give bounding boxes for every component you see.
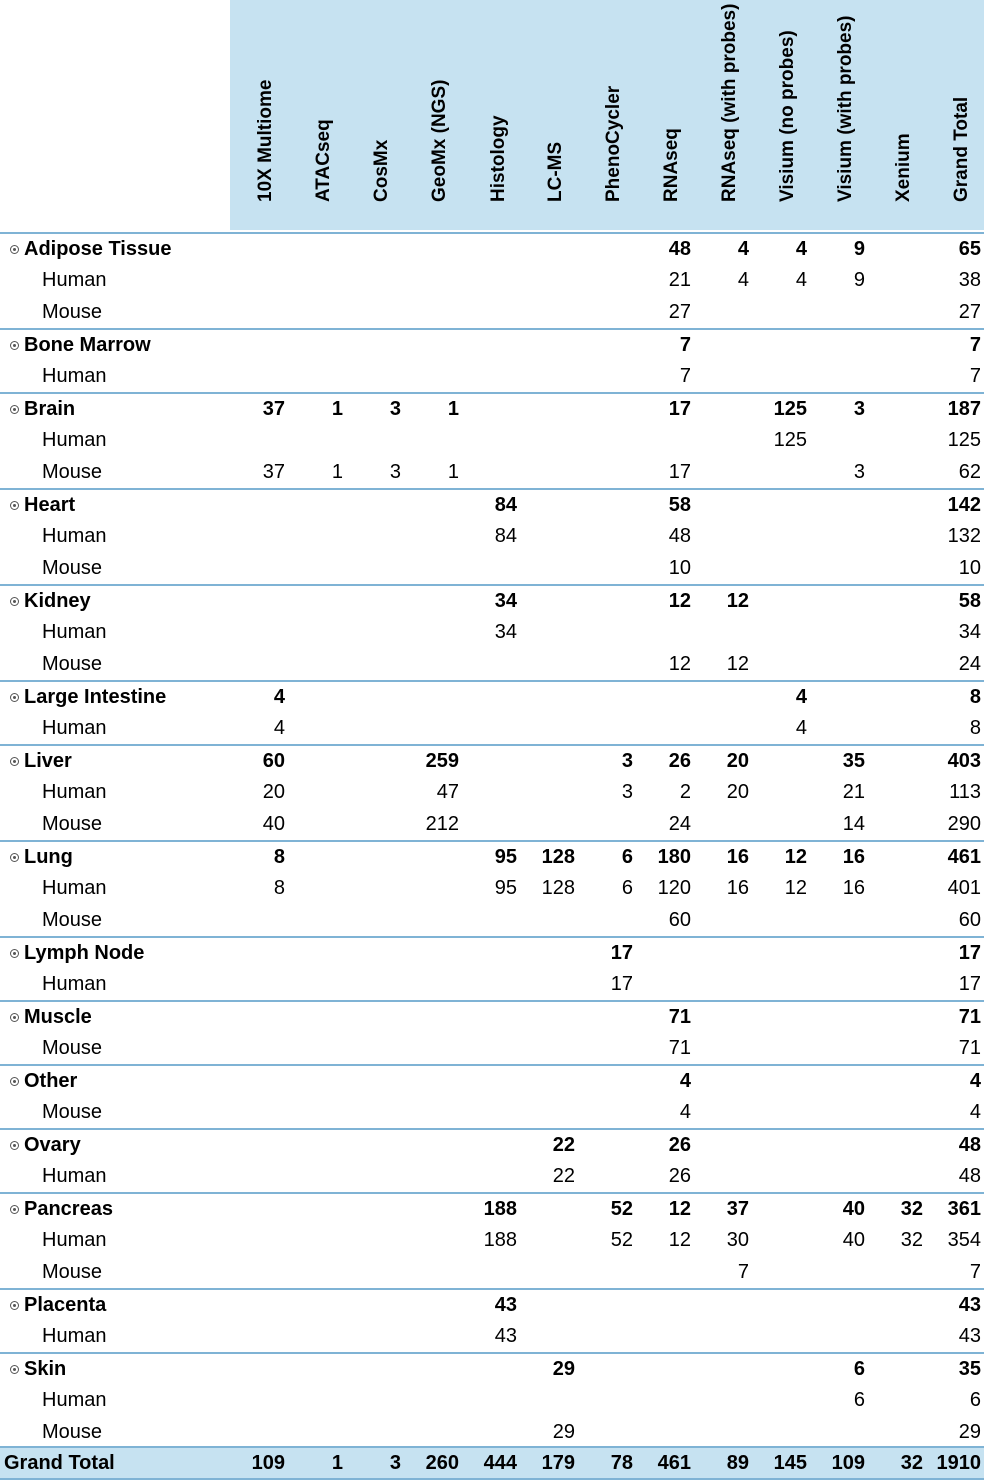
value-cell: 20	[726, 781, 749, 803]
value-cell: 35	[842, 750, 865, 772]
value-cell: 120	[657, 877, 691, 899]
value-cell: 7	[969, 365, 981, 387]
species-row[interactable]	[0, 1096, 984, 1128]
expand-collapse-icon[interactable]	[10, 501, 19, 510]
value-cell: 16	[842, 846, 865, 868]
value-cell: 403	[947, 750, 981, 772]
species-label: Mouse	[42, 461, 103, 483]
value-cell: 3	[621, 781, 633, 803]
group-row[interactable]	[0, 1064, 984, 1096]
value-cell: 259	[425, 750, 459, 772]
group-label: Adipose Tissue	[24, 238, 172, 260]
value-cell: 24	[958, 653, 981, 675]
expand-collapse-icon[interactable]	[10, 341, 19, 350]
value-cell: 3	[389, 461, 401, 483]
species-row[interactable]	[0, 520, 984, 552]
value-cell: 1	[447, 461, 459, 483]
value-cell: 8	[273, 877, 285, 899]
value-cell: 109	[251, 1452, 285, 1474]
species-label: Mouse	[42, 557, 103, 579]
value-cell: 125	[773, 429, 807, 451]
expand-collapse-icon[interactable]	[10, 757, 19, 766]
species-label: Human	[42, 717, 107, 739]
column-header[interactable]	[304, 0, 344, 230]
value-cell: 187	[947, 398, 981, 420]
group-label: Bone Marrow	[24, 334, 151, 356]
group-label: Kidney	[24, 590, 91, 612]
value-cell: 125	[773, 398, 807, 420]
column-header[interactable]	[246, 0, 286, 230]
group-row[interactable]	[0, 1128, 984, 1160]
value-cell: 89	[726, 1452, 749, 1474]
value-cell: 24	[668, 813, 691, 835]
expand-collapse-icon[interactable]	[10, 853, 19, 862]
value-cell: 4	[737, 238, 749, 260]
value-cell: 71	[668, 1037, 691, 1059]
species-row[interactable]	[0, 808, 984, 840]
value-cell: 7	[969, 1261, 981, 1283]
species-row[interactable]	[0, 1160, 984, 1192]
species-row[interactable]	[0, 1224, 984, 1256]
value-cell: 30	[726, 1229, 749, 1251]
species-label: Human	[42, 1389, 107, 1411]
species-row[interactable]	[0, 296, 984, 328]
value-cell: 84	[494, 494, 517, 516]
column-header-label: GeoMx (NGS)	[429, 79, 450, 202]
species-label: Human	[42, 781, 107, 803]
species-row[interactable]	[0, 648, 984, 680]
group-row[interactable]	[0, 744, 984, 776]
species-row[interactable]	[0, 904, 984, 936]
species-label: Human	[42, 365, 107, 387]
value-cell: 60	[668, 909, 691, 931]
expand-collapse-icon[interactable]	[10, 245, 19, 254]
value-cell: 27	[958, 301, 981, 323]
value-cell: 43	[958, 1325, 981, 1347]
value-cell: 17	[610, 973, 633, 995]
value-cell: 17	[668, 461, 691, 483]
value-cell: 113	[949, 781, 981, 803]
value-cell: 12	[668, 653, 691, 675]
species-row[interactable]	[0, 1416, 984, 1448]
value-cell: 6	[853, 1389, 865, 1411]
grand-total-label: Grand Total	[4, 1452, 115, 1474]
species-row[interactable]	[0, 968, 984, 1000]
species-label: Human	[42, 973, 107, 995]
value-cell: 212	[425, 813, 459, 835]
value-cell: 290	[947, 813, 981, 835]
value-cell: 4	[679, 1101, 691, 1123]
value-cell: 40	[842, 1229, 865, 1251]
value-cell: 12	[784, 877, 807, 899]
group-label: Ovary	[24, 1134, 81, 1156]
value-cell: 17	[668, 398, 691, 420]
value-cell: 12	[668, 1198, 691, 1220]
column-header-label: ATACseq	[313, 119, 334, 202]
value-cell: 354	[947, 1229, 981, 1251]
value-cell: 95	[494, 846, 517, 868]
value-cell: 17	[610, 942, 633, 964]
column-header-label: CosMx	[371, 139, 392, 202]
expand-collapse-icon[interactable]	[10, 405, 19, 414]
value-cell: 34	[958, 621, 981, 643]
value-cell: 4	[795, 686, 807, 708]
species-label: Mouse	[42, 1261, 103, 1283]
expand-collapse-icon[interactable]	[10, 1301, 19, 1310]
species-row[interactable]	[0, 1384, 984, 1416]
value-cell: 1	[447, 398, 459, 420]
value-cell: 6	[621, 877, 633, 899]
value-cell: 188	[483, 1229, 517, 1251]
value-cell: 21	[842, 781, 865, 803]
column-header-label: Grand Total	[951, 96, 972, 202]
group-label: Skin	[24, 1358, 67, 1380]
value-cell: 16	[726, 846, 749, 868]
group-label: Heart	[24, 494, 76, 516]
value-cell: 43	[958, 1294, 981, 1316]
value-cell: 3	[853, 461, 865, 483]
value-cell: 37	[262, 398, 285, 420]
value-cell: 43	[494, 1294, 517, 1316]
value-cell: 58	[958, 590, 981, 612]
value-cell: 128	[541, 877, 575, 899]
column-header-label: 10X Multiome	[255, 79, 276, 202]
column-header[interactable]	[420, 0, 460, 230]
value-cell: 1	[331, 461, 343, 483]
group-row[interactable]	[0, 584, 984, 616]
species-label: Mouse	[42, 1421, 103, 1443]
group-row[interactable]	[0, 232, 984, 264]
group-row[interactable]	[0, 392, 984, 424]
species-label: Mouse	[42, 653, 103, 675]
value-cell: 9	[853, 238, 865, 260]
species-row[interactable]	[0, 1256, 984, 1288]
value-cell: 132	[947, 525, 981, 547]
column-header[interactable]	[536, 0, 576, 230]
value-cell: 34	[494, 590, 517, 612]
species-label: Human	[42, 429, 107, 451]
column-header[interactable]	[652, 0, 692, 230]
value-cell: 78	[610, 1452, 633, 1474]
value-cell: 4	[795, 269, 807, 291]
species-label: Human	[42, 1325, 107, 1347]
value-cell: 361	[947, 1198, 981, 1220]
species-label: Human	[42, 1229, 107, 1251]
value-cell: 401	[947, 877, 981, 899]
value-cell: 10	[668, 557, 691, 579]
value-cell: 16	[842, 877, 865, 899]
group-label: Liver	[24, 750, 72, 772]
group-row[interactable]	[0, 1288, 984, 1320]
value-cell: 3	[389, 398, 401, 420]
group-row[interactable]	[0, 680, 984, 712]
column-header-label: Visium (with probes)	[835, 15, 856, 202]
value-cell: 6	[853, 1358, 865, 1380]
column-header[interactable]	[362, 0, 402, 230]
group-row[interactable]	[0, 1192, 984, 1224]
expand-collapse-icon[interactable]	[10, 693, 19, 702]
value-cell: 27	[668, 301, 691, 323]
group-label: Muscle	[24, 1006, 92, 1028]
species-label: Mouse	[42, 909, 103, 931]
value-cell: 52	[610, 1198, 633, 1220]
value-cell: 29	[552, 1421, 575, 1443]
species-row[interactable]	[0, 1032, 984, 1064]
value-cell: 1	[331, 1452, 343, 1474]
value-cell: 26	[668, 1165, 691, 1187]
expand-collapse-icon[interactable]	[10, 1013, 19, 1022]
species-label: Mouse	[42, 301, 103, 323]
species-row[interactable]	[0, 264, 984, 296]
value-cell: 7	[679, 334, 691, 356]
value-cell: 7	[969, 334, 981, 356]
expand-collapse-icon[interactable]	[10, 949, 19, 958]
group-label: Lung	[24, 846, 73, 868]
value-cell: 3	[853, 398, 865, 420]
value-cell: 6	[621, 846, 633, 868]
value-cell: 461	[947, 846, 981, 868]
column-header-label: Xenium	[893, 133, 914, 202]
row-labels-header	[0, 0, 230, 230]
column-header-label: RNAseq (with probes)	[719, 3, 740, 202]
value-cell: 12	[668, 1229, 691, 1251]
group-row[interactable]	[0, 488, 984, 520]
value-cell: 260	[425, 1452, 459, 1474]
species-label: Human	[42, 877, 107, 899]
value-cell: 4	[969, 1101, 981, 1123]
column-header[interactable]	[479, 0, 519, 230]
value-cell: 65	[958, 238, 981, 260]
group-label: Brain	[24, 398, 76, 420]
value-cell: 4	[273, 717, 285, 739]
value-cell: 6	[969, 1389, 981, 1411]
value-cell: 4	[679, 1070, 691, 1092]
value-cell: 40	[842, 1198, 865, 1220]
value-cell: 48	[668, 238, 691, 260]
value-cell: 4	[273, 686, 285, 708]
value-cell: 22	[552, 1165, 575, 1187]
value-cell: 1910	[936, 1452, 981, 1474]
value-cell: 32	[900, 1198, 923, 1220]
value-cell: 4	[737, 269, 749, 291]
value-cell: 32	[900, 1452, 923, 1474]
value-cell: 38	[958, 269, 981, 291]
species-row[interactable]	[0, 456, 984, 488]
value-cell: 43	[494, 1325, 517, 1347]
group-label: Other	[24, 1070, 78, 1092]
column-header-label: LC-MS	[545, 141, 566, 202]
value-cell: 9	[853, 269, 865, 291]
value-cell: 461	[657, 1452, 691, 1474]
group-row[interactable]	[0, 1352, 984, 1384]
value-cell: 26	[668, 750, 691, 772]
value-cell: 179	[541, 1452, 575, 1474]
species-label: Mouse	[42, 1101, 103, 1123]
value-cell: 142	[947, 494, 981, 516]
value-cell: 37	[726, 1198, 749, 1220]
expand-collapse-icon[interactable]	[10, 1365, 19, 1374]
species-row[interactable]	[0, 712, 984, 744]
species-row[interactable]	[0, 424, 984, 456]
expand-collapse-icon[interactable]	[10, 1077, 19, 1086]
expand-collapse-icon[interactable]	[10, 1141, 19, 1150]
value-cell: 60	[958, 909, 981, 931]
value-cell: 40	[262, 813, 285, 835]
value-cell: 58	[668, 494, 691, 516]
value-cell: 37	[262, 461, 285, 483]
species-label: Mouse	[42, 1037, 103, 1059]
expand-collapse-icon[interactable]	[10, 597, 19, 606]
group-label: Large Intestine	[24, 686, 167, 708]
value-cell: 4	[795, 238, 807, 260]
value-cell: 12	[668, 590, 691, 612]
value-cell: 14	[842, 813, 865, 835]
value-cell: 12	[726, 653, 749, 675]
species-label: Human	[42, 1165, 107, 1187]
species-row[interactable]	[0, 616, 984, 648]
group-row[interactable]	[0, 936, 984, 968]
group-label: Placenta	[24, 1294, 107, 1316]
species-row[interactable]	[0, 872, 984, 904]
species-label: Human	[42, 621, 107, 643]
column-header[interactable]	[884, 0, 924, 230]
value-cell: 12	[726, 590, 749, 612]
grand-total-row[interactable]	[0, 1446, 984, 1480]
value-cell: 8	[969, 686, 981, 708]
species-row[interactable]	[0, 776, 984, 808]
value-cell: 48	[958, 1165, 981, 1187]
value-cell: 109	[831, 1452, 865, 1474]
value-cell: 34	[494, 621, 517, 643]
value-cell: 125	[947, 429, 981, 451]
group-label: Lymph Node	[24, 942, 145, 964]
column-header-label: RNAseq	[661, 128, 682, 202]
group-row[interactable]	[0, 328, 984, 360]
group-row[interactable]	[0, 840, 984, 872]
column-header-label: PhenoCycler	[603, 85, 624, 202]
value-cell: 8	[969, 717, 981, 739]
value-cell: 128	[541, 846, 575, 868]
group-row[interactable]	[0, 1000, 984, 1032]
value-cell: 180	[657, 846, 691, 868]
value-cell: 95	[494, 877, 517, 899]
column-header-label: Visium (no probes)	[777, 30, 798, 202]
value-cell: 4	[795, 717, 807, 739]
column-header[interactable]	[768, 0, 808, 230]
value-cell: 3	[621, 750, 633, 772]
species-label: Human	[42, 525, 107, 547]
value-cell: 10	[958, 557, 981, 579]
column-header[interactable]	[710, 0, 750, 230]
value-cell: 12	[784, 846, 807, 868]
species-row[interactable]	[0, 552, 984, 584]
value-cell: 188	[483, 1198, 517, 1220]
value-cell: 71	[668, 1006, 691, 1028]
value-cell: 71	[958, 1037, 981, 1059]
value-cell: 7	[737, 1261, 749, 1283]
value-cell: 4	[969, 1070, 981, 1092]
value-cell: 29	[958, 1421, 981, 1443]
species-label: Mouse	[42, 813, 103, 835]
species-row[interactable]	[0, 360, 984, 392]
value-cell: 2	[679, 781, 691, 803]
value-cell: 20	[726, 750, 749, 772]
species-label: Human	[42, 269, 107, 291]
value-cell: 47	[436, 781, 459, 803]
value-cell: 7	[679, 365, 691, 387]
column-header[interactable]	[826, 0, 866, 230]
value-cell: 48	[668, 525, 691, 547]
expand-collapse-icon[interactable]	[10, 1205, 19, 1214]
value-cell: 1	[331, 398, 343, 420]
value-cell: 84	[494, 525, 517, 547]
column-header-label: Histology	[488, 115, 509, 202]
value-cell: 48	[958, 1134, 981, 1156]
value-cell: 52	[610, 1229, 633, 1251]
value-cell: 17	[958, 942, 981, 964]
value-cell: 26	[668, 1134, 691, 1156]
value-cell: 60	[262, 750, 285, 772]
species-row[interactable]	[0, 1320, 984, 1352]
value-cell: 444	[483, 1452, 517, 1474]
value-cell: 71	[958, 1006, 981, 1028]
value-cell: 20	[262, 781, 285, 803]
group-label: Pancreas	[24, 1198, 113, 1220]
value-cell: 8	[273, 846, 285, 868]
column-header[interactable]	[942, 0, 982, 230]
value-cell: 35	[958, 1358, 981, 1380]
value-cell: 29	[552, 1358, 575, 1380]
column-header[interactable]	[594, 0, 634, 230]
value-cell: 62	[958, 461, 981, 483]
value-cell: 21	[668, 269, 691, 291]
value-cell: 3	[389, 1452, 401, 1474]
value-cell: 32	[900, 1229, 923, 1251]
value-cell: 22	[552, 1134, 575, 1156]
value-cell: 145	[773, 1452, 807, 1474]
value-cell: 17	[958, 973, 981, 995]
value-cell: 16	[726, 877, 749, 899]
